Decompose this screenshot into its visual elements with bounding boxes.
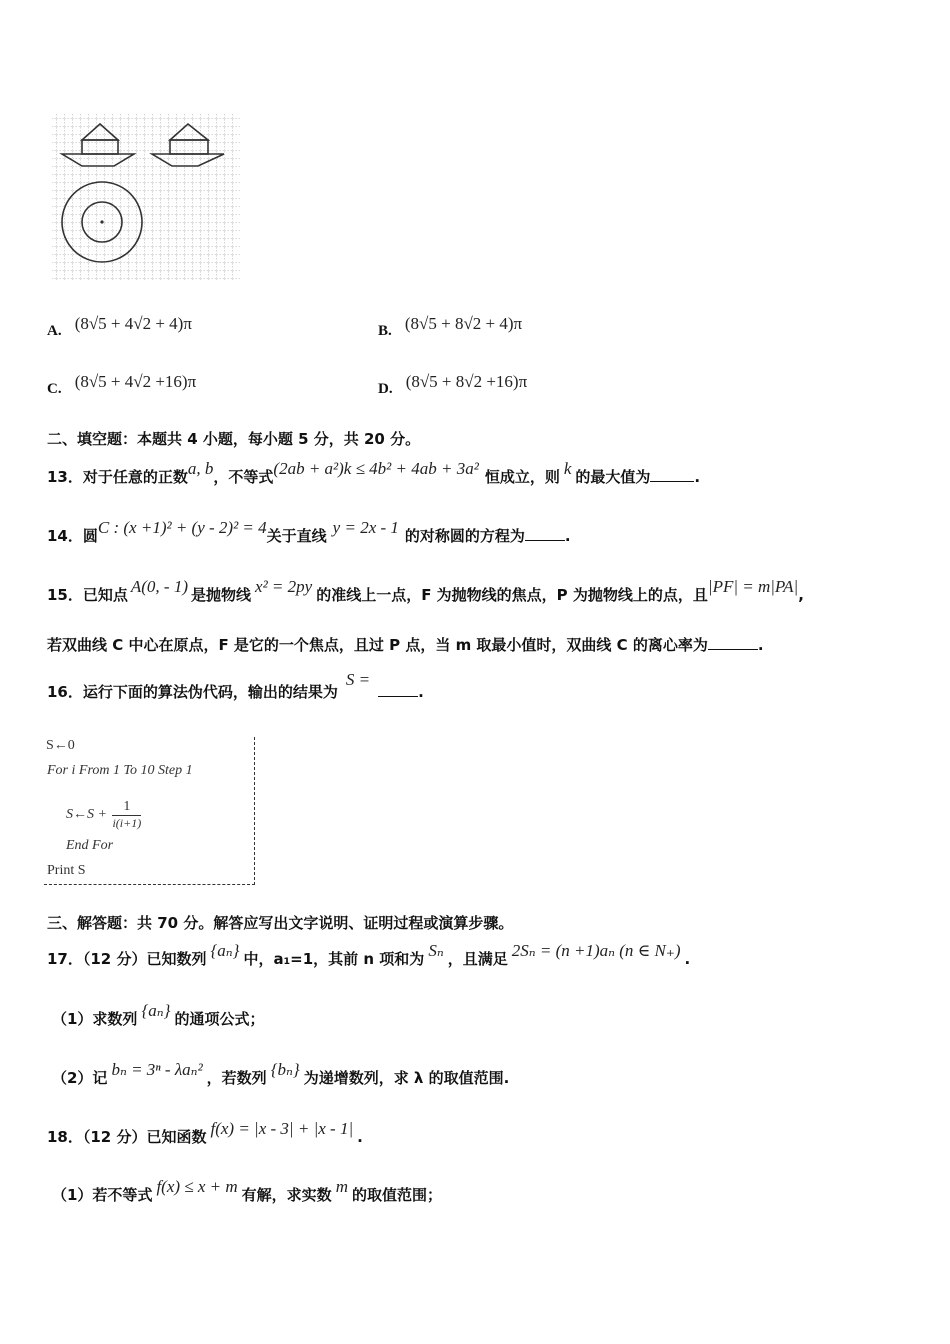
math-expression: Sₙ — [428, 941, 444, 960]
question-text: ，且满足 — [447, 950, 508, 968]
question-text: 恒成立，则 — [484, 468, 560, 486]
option-expression: (8√5 + 4√2 + 4)π — [74, 314, 192, 333]
fraction — [112, 799, 141, 831]
question-17 — [47, 941, 691, 969]
math-expression: |PF| = m|PA| — [707, 577, 799, 596]
fraction-numerator: 1 — [112, 799, 141, 816]
code-line-3 — [66, 799, 141, 831]
question-text: （12 分）已知函数 — [82, 1128, 207, 1146]
question-text: 的准线上一点，F 为抛物线的焦点，P 为抛物线上的点，且 — [316, 586, 708, 604]
option-letter: C. — [47, 381, 62, 397]
question-text: 关于直线 — [266, 527, 327, 545]
math-expression: 2Sₙ = (n +1)aₙ (n ∈ N₊) — [511, 941, 681, 960]
question-end: . — [357, 1128, 363, 1146]
question-13 — [47, 459, 701, 487]
answer-blank[interactable] — [525, 540, 565, 541]
question-text: ，若数列 — [206, 1069, 267, 1087]
math-expression: {bₙ} — [270, 1060, 300, 1079]
math-expression: A(0, - 1) — [130, 577, 189, 596]
question-text: 对于任意的正数 — [82, 468, 188, 486]
math-expression: f(x) = |x - 3| + |x - 1| — [210, 1119, 354, 1138]
math-expression: k — [563, 459, 572, 478]
question-text: 若双曲线 C 中心在原点，F 是它的一个焦点，且过 P 点，当 m 取最小值时，双曲线 C 的离心率为 — [47, 636, 708, 654]
math-expression: {aₙ} — [141, 1001, 171, 1020]
question-end: . — [684, 950, 691, 968]
question-number: 16． — [47, 683, 83, 701]
math-expression: bₙ = 3ⁿ - λaₙ² — [111, 1060, 203, 1079]
question-end: . — [694, 468, 701, 486]
math-expression: S = — [345, 670, 371, 689]
fraction-denominator: i(i+1) — [112, 816, 142, 830]
option-expression: (8√5 + 4√2 +16)π — [74, 372, 197, 391]
question-punct: , — [798, 586, 804, 604]
option-c[interactable] — [47, 372, 197, 398]
math-expression: C : (x +1)² + (y - 2)² = 4 — [97, 518, 267, 537]
question-number: 18． — [47, 1128, 83, 1146]
question-text: 有解，求实数 — [241, 1186, 332, 1204]
answer-blank[interactable] — [708, 649, 758, 650]
question-number: 14． — [47, 527, 83, 545]
question-18 — [47, 1119, 363, 1147]
option-letter: A. — [47, 323, 62, 339]
code-assign: S←S + — [66, 807, 107, 823]
question-end: . — [564, 527, 571, 545]
question-end: . — [757, 636, 764, 654]
option-letter: D. — [378, 381, 393, 397]
question-text: 已知点 — [82, 586, 128, 604]
option-b[interactable] — [378, 314, 523, 340]
question-14 — [47, 518, 571, 546]
question-text: 圆 — [82, 527, 98, 545]
question-text: 运行下面的算法伪代码，输出的结果为 — [82, 683, 338, 701]
question-16 — [47, 670, 424, 702]
question-text: 的最大值为 — [575, 468, 651, 486]
math-expression: y = 2x - 1 — [332, 518, 399, 537]
question-number: 13． — [47, 468, 83, 486]
question-text: 是抛物线 — [191, 586, 252, 604]
question-17-part-1 — [52, 1001, 265, 1029]
code-line-2: For i From 1 To 10 Step 1 — [47, 763, 193, 778]
answer-blank[interactable] — [378, 696, 418, 697]
question-text: 的通项公式； — [174, 1010, 265, 1028]
question-text: 的对称圆的方程为 — [404, 527, 525, 545]
section-heading-fill-in: 二、填空题：本题共 4 小题，每小题 5 分，共 20 分。 — [47, 430, 421, 448]
question-text: （2）记 — [52, 1069, 108, 1087]
option-expression: (8√5 + 8√2 +16)π — [405, 372, 528, 391]
question-text: 为递增数列，求 λ 的取值范围. — [303, 1069, 510, 1087]
question-text: 的取值范围； — [351, 1186, 442, 1204]
option-d[interactable] — [378, 372, 528, 398]
math-expression: {aₙ} — [210, 941, 240, 960]
question-17-part-2 — [52, 1060, 510, 1088]
question-text: （12 分）已知数列 — [82, 950, 207, 968]
option-a[interactable] — [47, 314, 192, 340]
question-text: ，不等式 — [213, 468, 274, 486]
math-expression: f(x) ≤ x + m — [156, 1177, 238, 1196]
code-line-4: End For — [66, 838, 114, 853]
question-18-part-1 — [52, 1177, 442, 1205]
answer-blank[interactable] — [650, 481, 694, 482]
option-letter: B. — [378, 323, 392, 339]
code-line-5: Print S — [47, 863, 86, 878]
question-15-line2 — [47, 634, 764, 655]
question-text: 中，a₁=1，其前 n 项和为 — [243, 950, 425, 968]
math-expression: m — [335, 1177, 348, 1196]
option-expression: (8√5 + 8√2 + 4)π — [404, 314, 523, 333]
section-heading-solutions: 三、解答题：共 70 分。解答应写出文字说明、证明过程或演算步骤。 — [47, 914, 514, 932]
math-expression: x² = 2py — [255, 577, 313, 596]
question-number: 17． — [47, 950, 83, 968]
code-line-1: S←0 — [46, 738, 75, 753]
pseudocode-box — [44, 737, 255, 885]
question-text: （1）若不等式 — [52, 1186, 153, 1204]
three-view-grid-figure-icon — [48, 110, 244, 286]
math-expression: a, b — [187, 459, 214, 478]
question-number: 15． — [47, 586, 83, 604]
question-15 — [47, 577, 804, 605]
question-text: （1）求数列 — [52, 1010, 138, 1028]
math-expression: (2ab + a²)k ≤ 4b² + 4ab + 3a² — [273, 459, 479, 478]
three-view-figure — [48, 110, 244, 286]
question-end: . — [418, 683, 424, 701]
